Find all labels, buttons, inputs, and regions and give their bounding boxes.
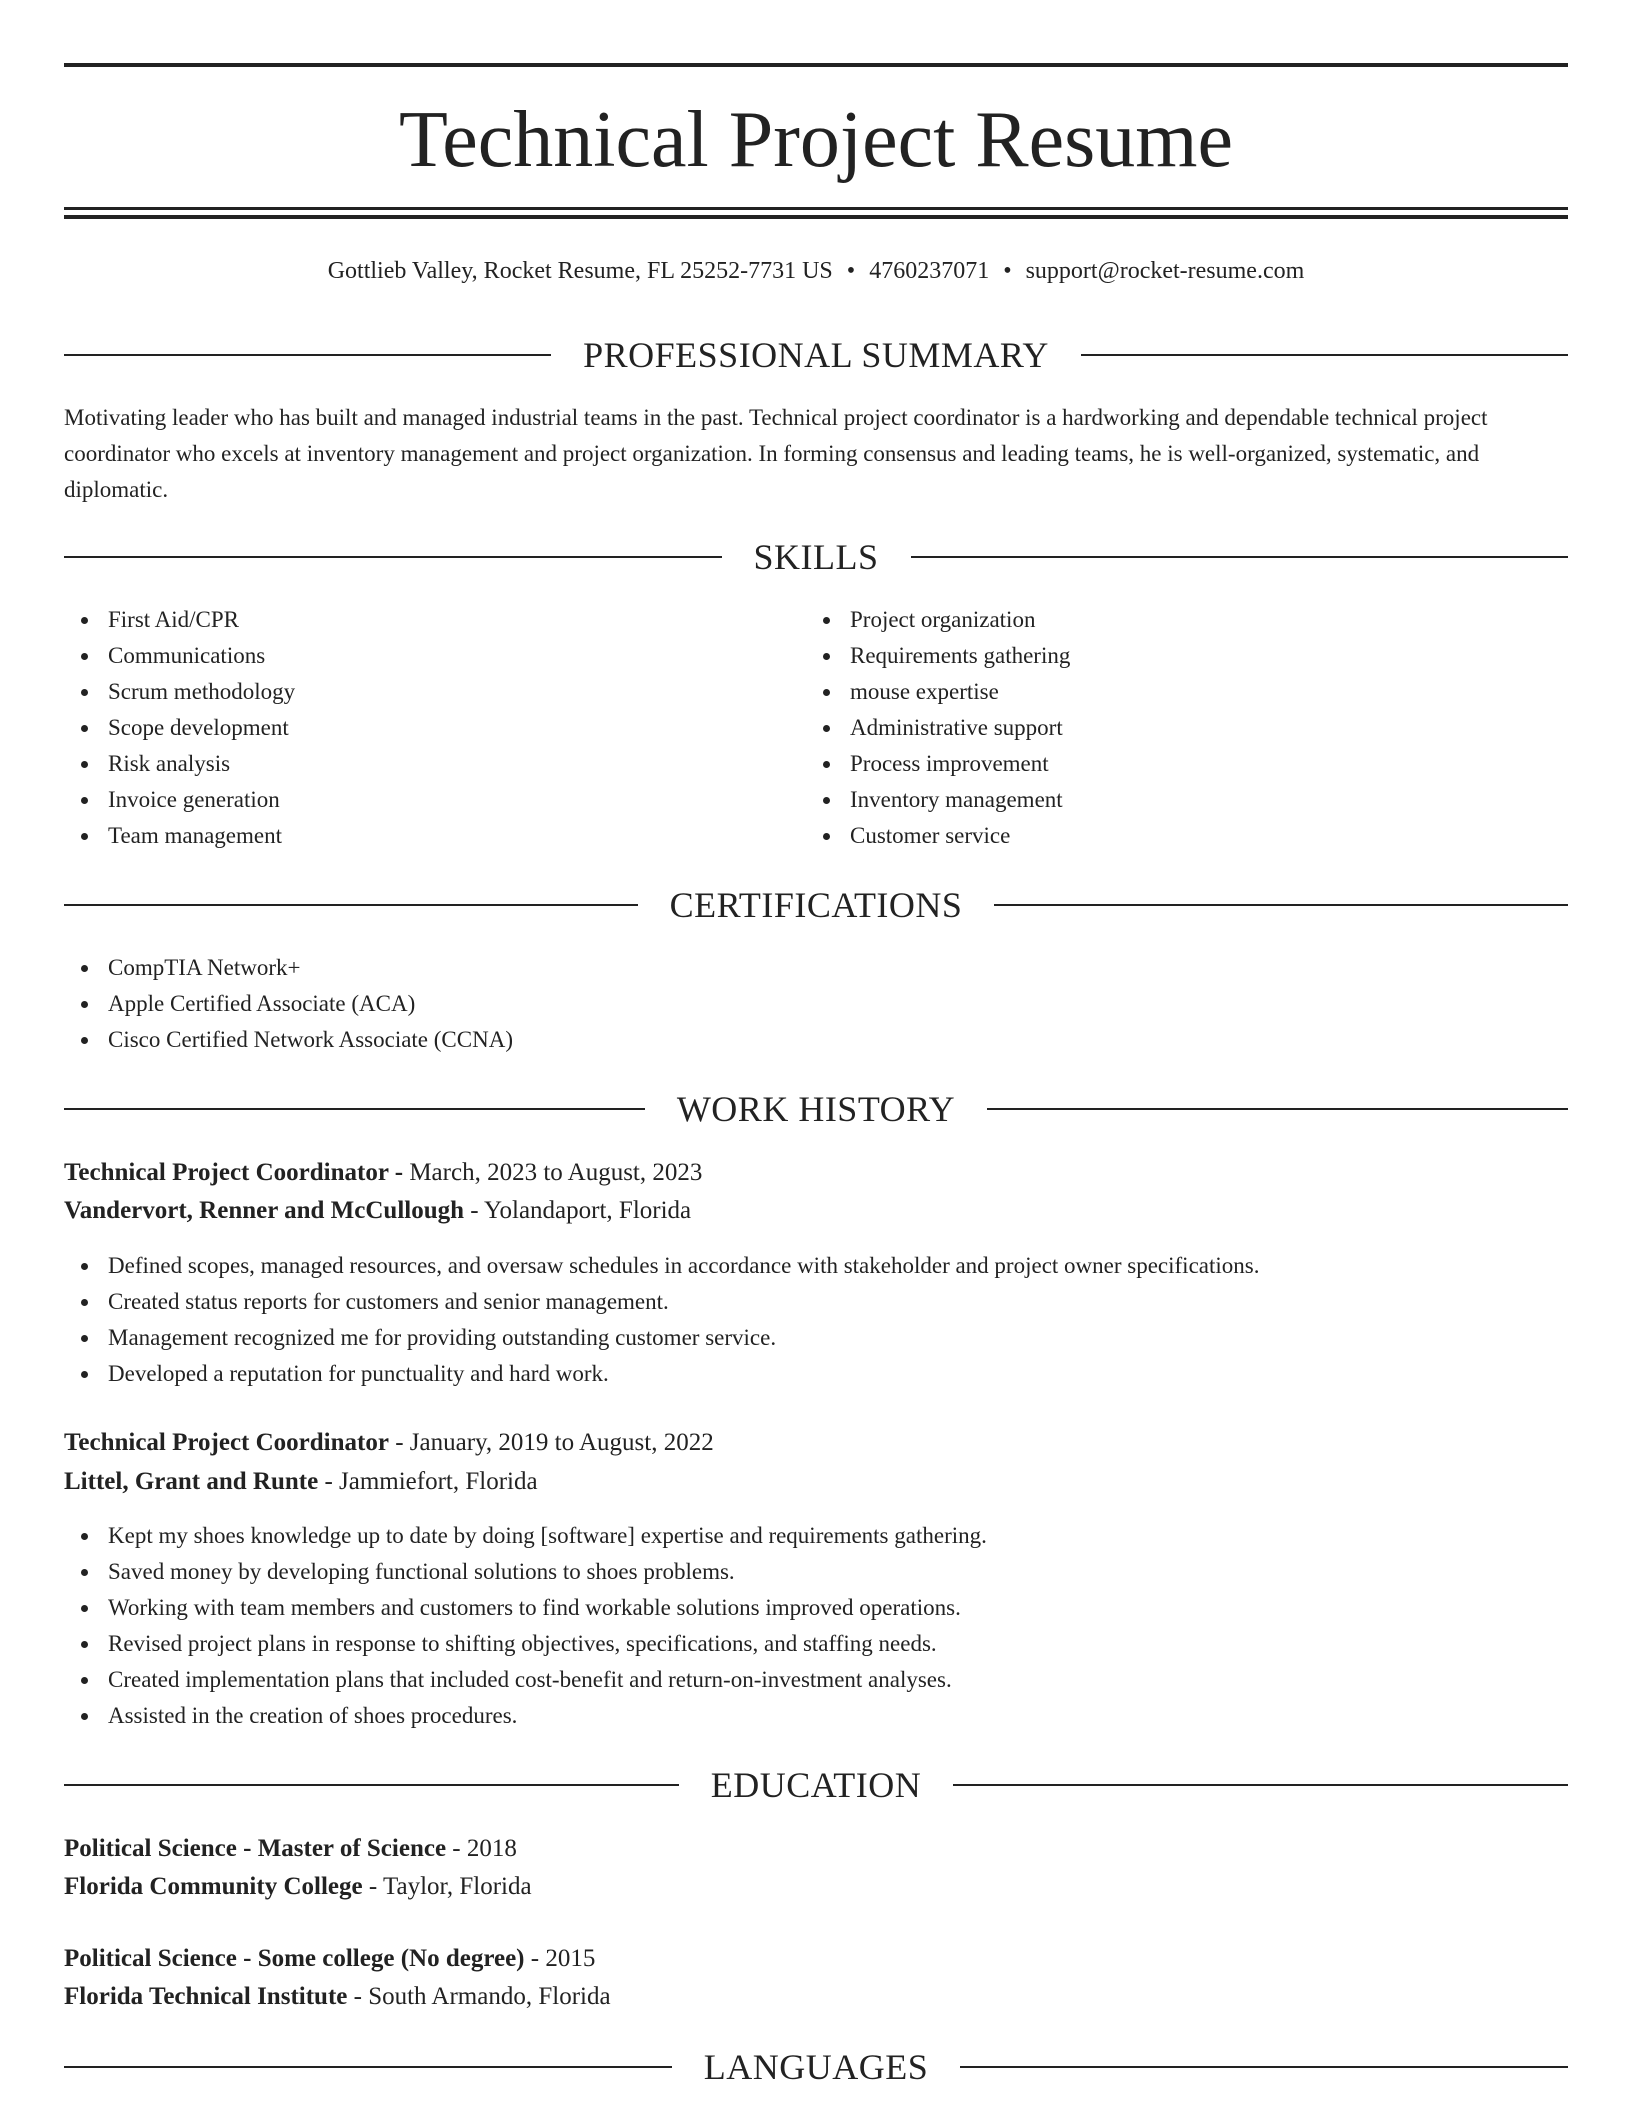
job-company-line <box>64 1463 1568 1501</box>
certification-item: Cisco Certified Network Associate (CCNA) <box>64 1022 1568 1058</box>
skill-item: Communications <box>64 638 804 674</box>
skill-item: Administrative support <box>806 710 1546 746</box>
section-rule <box>64 556 722 558</box>
contact-phone: 4760237071 <box>869 258 990 284</box>
job-location: Jammiefort, Florida <box>339 1468 538 1495</box>
job-title-line <box>64 1424 1568 1462</box>
contact-separator: • <box>846 258 856 284</box>
education-year: 2015 <box>545 1945 596 1972</box>
dash: - <box>318 1468 340 1495</box>
skill-item: Inventory management <box>806 782 1546 818</box>
job-title-line <box>64 1154 1568 1192</box>
skill-item: Process improvement <box>806 746 1546 782</box>
skill-item: Customer service <box>806 818 1546 854</box>
section-rule <box>64 904 638 906</box>
skills-list-right <box>806 602 1546 854</box>
section-rule <box>64 1108 645 1110</box>
education-school-line <box>64 1868 1568 1906</box>
section-rule <box>960 2066 1568 2068</box>
contact-line <box>64 253 1568 289</box>
section-header-skills <box>64 535 1568 579</box>
contact-email: support@rocket-resume.com <box>1025 258 1305 284</box>
job-duty-item: Created implementation plans that included cost-benefit and return-on-investment analyses. <box>64 1662 1568 1698</box>
job-duty-item: Created status reports for customers and senior management. <box>64 1284 1568 1320</box>
job-duty-item: Assisted in the creation of shoes procedures. <box>64 1698 1568 1734</box>
job-duty-item: Revised project plans in response to shifting objectives, specifications, and staffing needs. <box>64 1626 1568 1662</box>
skill-item: First Aid/CPR <box>64 602 804 638</box>
section-rule <box>1081 354 1568 356</box>
top-rule <box>64 63 1568 67</box>
certification-item: CompTIA Network+ <box>64 950 1568 986</box>
job-duty-item: Defined scopes, managed resources, and oversaw schedules in accordance with stakeholder and project owner specifications. <box>64 1248 1568 1284</box>
contact-separator: • <box>1003 258 1012 284</box>
section-header-education <box>64 1763 1568 1807</box>
skill-item: Invoice generation <box>64 782 804 818</box>
education-school: Florida Community College <box>64 1873 363 1900</box>
job-dates: January, 2019 to August, 2022 <box>409 1429 714 1456</box>
skill-item: Scope development <box>64 710 804 746</box>
resume-title: Technical Project Resume <box>398 96 1234 184</box>
education-year: 2018 <box>466 1835 517 1862</box>
summary-text: Motivating leader who has built and managed industrial teams in the past. Technical project coordinator is a hardworking and dependable technical project coordinator who excels at inventory management and project organization. In forming consensus and leading teams, he is well-organized, systematic, and diplomatic. <box>64 405 1488 502</box>
education-school-line <box>64 1978 1568 2016</box>
certifications-list <box>64 950 1568 1058</box>
education-school: Florida Technical Institute <box>64 1983 348 2010</box>
dash: - <box>446 1835 467 1862</box>
education-location: Taylor, Florida <box>382 1873 532 1900</box>
job-title: Technical Project Coordinator <box>64 1429 389 1456</box>
dash: - <box>388 1159 410 1186</box>
title-rule-lower <box>64 215 1568 219</box>
job-location: Yolandaport, Florida <box>483 1197 692 1224</box>
education-degree-line <box>64 1940 1568 1978</box>
dash: - <box>362 1873 383 1900</box>
section-rule <box>994 904 1568 906</box>
job-company-line <box>64 1192 1568 1230</box>
contact-address: Gottlieb Valley, Rocket Resume, FL 25252-7731 US <box>327 258 833 284</box>
section-rule <box>911 556 1569 558</box>
job-duty-item: Working with team members and customers to find workable solutions improved operations. <box>64 1590 1568 1626</box>
section-title: EDUCATION <box>710 1765 922 1805</box>
skill-item: Team management <box>64 818 804 854</box>
skill-item: mouse expertise <box>806 674 1546 710</box>
job-company: Vandervort, Renner and McCullough <box>64 1197 465 1224</box>
education-location: South Armando, Florida <box>368 1983 611 2010</box>
section-rule <box>64 354 551 356</box>
section-title: LANGUAGES <box>703 2047 929 2087</box>
education-degree: Political Science - Master of Science <box>64 1835 447 1862</box>
section-rule <box>953 1784 1568 1786</box>
job-title: Technical Project Coordinator <box>64 1159 389 1186</box>
job-duties-list <box>64 1518 1568 1734</box>
section-rule <box>64 1784 679 1786</box>
section-header-summary <box>64 333 1568 377</box>
job-duty-item: Saved money by developing functional solutions to shoes problems. <box>64 1554 1568 1590</box>
section-title: WORK HISTORY <box>676 1089 956 1129</box>
education-degree: Political Science - Some college (No degree) <box>64 1945 525 1972</box>
dash: - <box>388 1429 410 1456</box>
job-dates: March, 2023 to August, 2023 <box>409 1159 703 1186</box>
dash: - <box>464 1197 484 1224</box>
section-title: PROFESSIONAL SUMMARY <box>583 335 1049 375</box>
certification-item: Apple Certified Associate (ACA) <box>64 986 1568 1022</box>
section-rule <box>987 1108 1568 1110</box>
section-title: SKILLS <box>753 537 879 577</box>
job-duty-item: Kept my shoes knowledge up to date by doing [software] expertise and requirements gathering. <box>64 1518 1568 1554</box>
section-header-certifications <box>64 883 1568 927</box>
skill-item: Project organization <box>806 602 1546 638</box>
education-degree-line <box>64 1830 1568 1868</box>
skill-item: Requirements gathering <box>806 638 1546 674</box>
dash: - <box>347 1983 369 2010</box>
job-duty-item: Developed a reputation for punctuality and hard work. <box>64 1356 1568 1392</box>
job-duties-list <box>64 1248 1568 1392</box>
title-rule-upper <box>64 207 1568 210</box>
section-header-work-history <box>64 1087 1568 1131</box>
section-rule <box>64 2066 672 2068</box>
section-header-languages <box>64 2045 1568 2089</box>
skill-item: Risk analysis <box>64 746 804 782</box>
section-title: CERTIFICATIONS <box>669 885 963 925</box>
dash: - <box>524 1945 546 1972</box>
skills-list-left <box>64 602 804 854</box>
job-duty-item: Management recognized me for providing outstanding customer service. <box>64 1320 1568 1356</box>
job-company: Littel, Grant and Runte <box>64 1468 319 1495</box>
skill-item: Scrum methodology <box>64 674 804 710</box>
